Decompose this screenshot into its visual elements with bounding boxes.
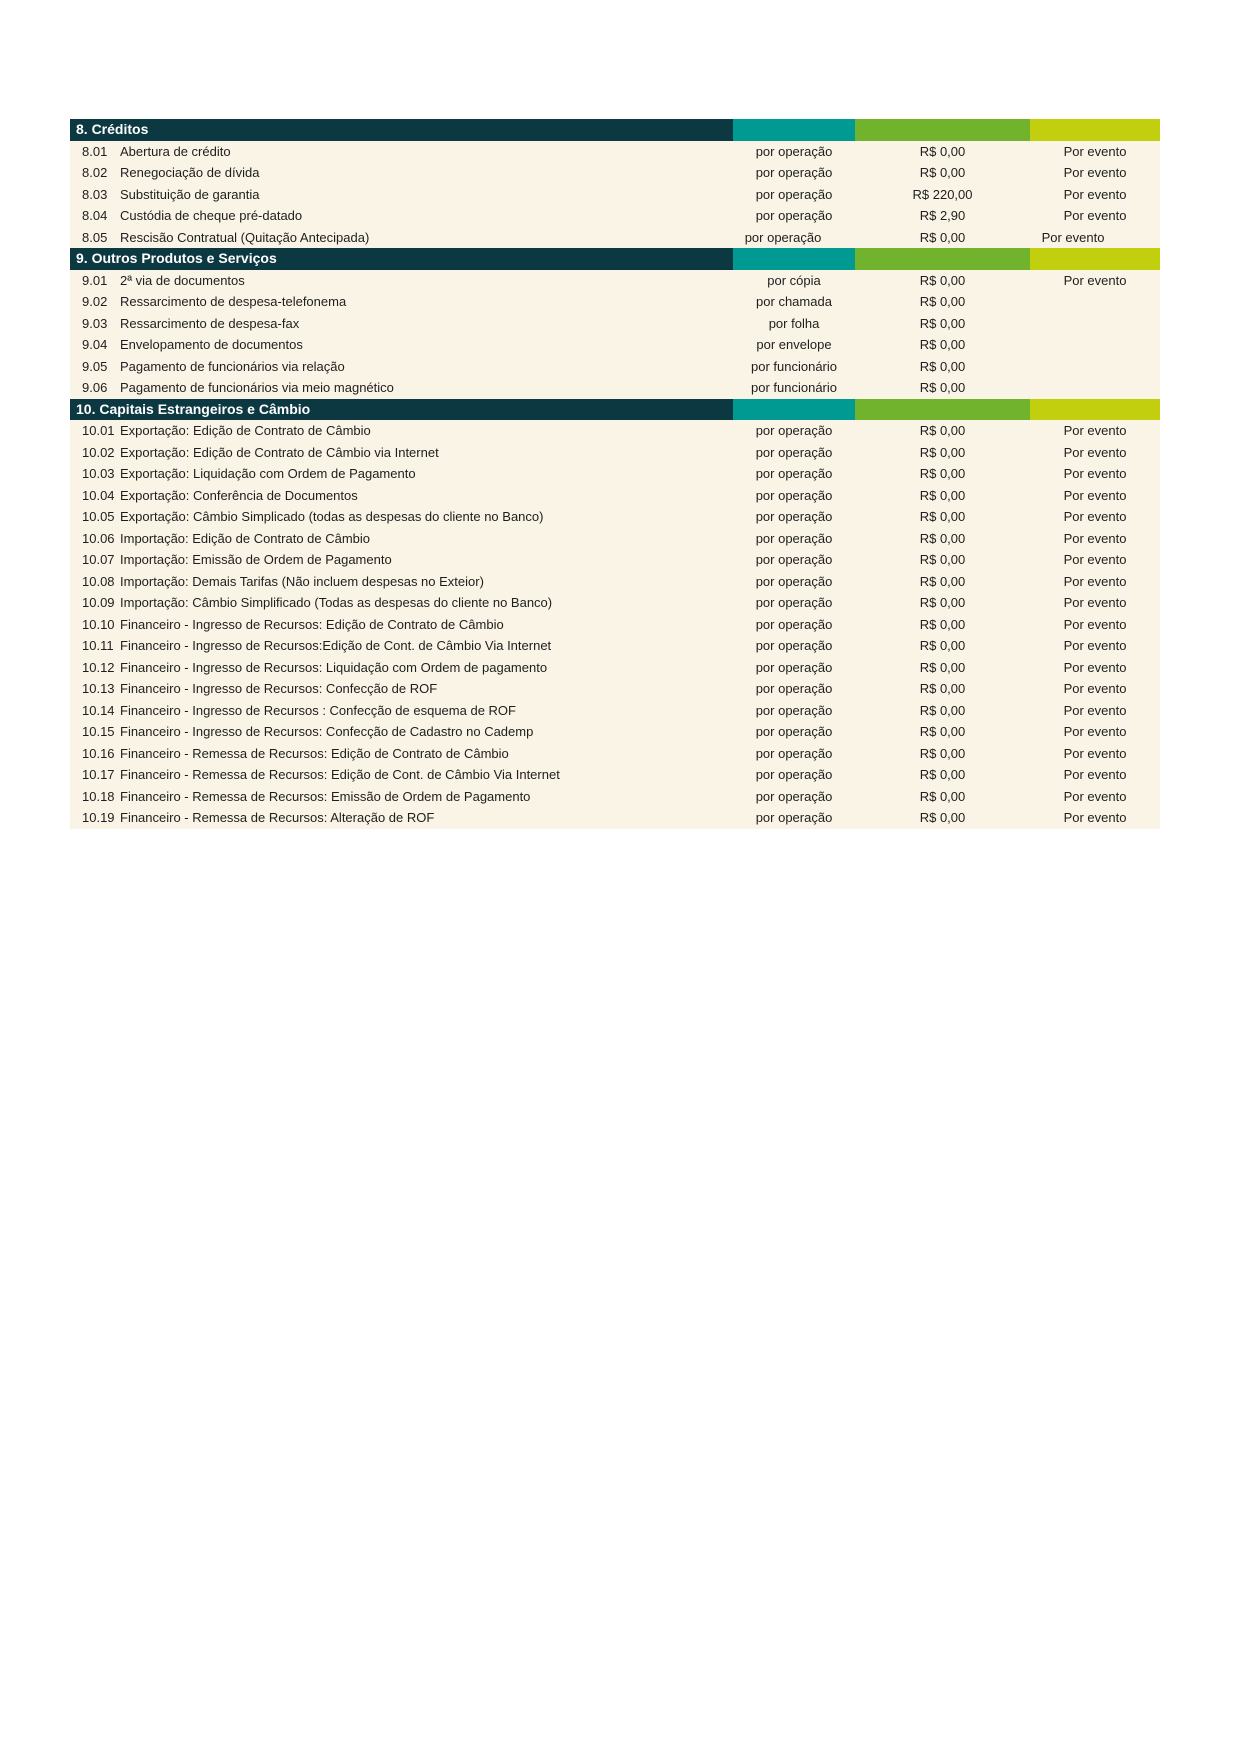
row-description: Financeiro - Remessa de Recursos: Emissão de Ordem de Pagamento [120,788,531,804]
row-unit: por operação [755,745,833,761]
row-item-number: 10.02 [82,444,115,460]
row-value: R$ 0,00 [919,745,966,761]
row-event [1030,334,1160,356]
row-value: R$ 0,00 [919,810,966,825]
row-unit: por operação [755,659,833,675]
row-value: R$ 0,00 [919,165,966,180]
unit-column-band [733,399,855,421]
row-description: Ressarcimento de despesa-telefonema [120,294,347,309]
row-unit: por operação [755,724,833,739]
row-unit: por operação [755,509,833,524]
row-item-number: 9.01 [82,272,108,288]
row-description: Importação: Emissão de Ordem de Pagamento [120,552,392,567]
row-event: Por evento [1063,702,1127,718]
row-event: Por evento [1063,638,1127,653]
section-title: 9. Outros Produtos e Serviços [70,248,733,270]
row-item-number: 10.09 [82,595,115,610]
row-description: 2ª via de documentos [120,272,245,288]
row-value: R$ 2,90 [919,208,966,223]
row-description: Substituição de garantia [120,186,260,202]
row-item-number: 10.06 [82,530,115,546]
row-value: R$ 0,00 [919,380,966,395]
row-item-number: 9.05 [82,358,108,374]
table-row [70,657,1160,679]
row-value: R$ 0,00 [919,143,966,159]
row-description: Exportação: Edição de Contrato de Câmbio [120,423,371,438]
row-event: Por evento [1063,186,1127,202]
row-unit: por operação [755,638,833,653]
row-event: Por evento [1063,616,1127,632]
row-item-number: 10.17 [82,767,115,782]
table-row [70,184,1160,206]
row-description: Financeiro - Ingresso de Recursos: Liquidação com Ordem de pagamento [120,659,548,675]
row-event [1030,356,1160,378]
row-value: R$ 0,00 [919,466,966,481]
row-unit: por chamada [756,294,832,309]
row-item-number: 8.01 [82,143,108,159]
table-row [70,764,1160,786]
row-description: Envelopamento de documentos [120,337,303,352]
row-item-number: 10.04 [82,487,115,503]
table-row [70,141,1160,163]
row-item-number: 10.10 [82,616,115,632]
row-description: Custódia de cheque pré-datado [120,208,303,223]
row-description: Financeiro - Ingresso de Recursos : Confecção de esquema de ROF [120,702,516,718]
row-item-number: 9.03 [82,315,108,331]
row-unit: por operação [755,810,833,825]
value-column-band [855,119,1030,141]
row-description: Financeiro - Ingresso de Recursos: Confecção de Cadastro no Cademp [120,724,534,739]
table-row [70,205,1160,227]
section-title: 8. Créditos [70,119,733,141]
table-row [70,721,1160,743]
row-item-number: 10.07 [82,552,115,567]
table-row [70,291,1160,313]
row-unit: por cópia [767,272,821,288]
row-value: R$ 0,00 [919,530,966,546]
row-item-number: 10.01 [82,423,115,438]
row-item-number: 10.13 [82,681,115,696]
table-row [70,678,1160,700]
row-event: Por evento [1063,595,1127,610]
row-unit: por operação [755,466,833,481]
table-row [70,786,1160,808]
table-row [70,356,1160,378]
row-description: Financeiro - Remessa de Recursos: Edição de Contrato de Câmbio [120,745,509,761]
row-event: Por evento [1063,767,1127,782]
row-description: Renegociação de dívida [120,165,260,180]
section-header [70,119,1160,141]
row-item-number: 10.12 [82,659,115,675]
row-value: R$ 0,00 [919,315,966,331]
row-event: Por evento [1063,208,1127,223]
row-unit: por operação [755,702,833,718]
row-value: R$ 0,00 [919,423,966,438]
section-title: 10. Capitais Estrangeiros e Câmbio [70,399,733,421]
row-value: R$ 0,00 [919,337,966,352]
row-event: Por evento [1063,272,1127,288]
row-description: Pagamento de funcionários via meio magnético [120,380,394,395]
row-event: Por evento [1063,788,1127,804]
row-event: Por evento [1063,487,1127,503]
table-row [70,463,1160,485]
row-unit: por envelope [756,337,832,352]
row-item-number: 10.16 [82,745,115,761]
row-item-number: 10.14 [82,702,115,718]
row-item-number: 10.11 [82,638,114,653]
row-event: Por evento [1063,165,1127,180]
row-item-number: 10.18 [82,788,115,804]
table-row [70,485,1160,507]
table-row [70,571,1160,593]
row-item-number: 10.05 [82,509,115,524]
table-row [70,270,1160,292]
row-description: Exportação: Câmbio Simplicado (todas as despesas do cliente no Banco) [120,509,544,524]
table-row [70,592,1160,614]
row-unit: por operação [755,552,833,567]
row-item-number: 9.02 [82,294,108,309]
row-value: R$ 0,00 [919,487,966,503]
unit-column-band [733,119,855,141]
row-event [1030,291,1160,313]
row-value: R$ 220,00 [912,186,973,202]
row-description: Importação: Câmbio Simplificado (Todas as despesas do cliente no Banco) [120,595,553,610]
row-value: R$ 0,00 [919,659,966,675]
row-value: R$ 0,00 [919,767,966,782]
table-row [70,635,1160,657]
value-column-band [855,248,1030,270]
row-event: Por evento [1063,509,1127,524]
row-unit: por operação [755,165,833,180]
row-event: Por evento [1063,423,1127,438]
row-unit: por operação [755,487,833,503]
table-row [70,743,1160,765]
row-unit: por operação [755,186,833,202]
row-description: Financeiro - Ingresso de Recursos: Edição de Contrato de Câmbio [120,616,504,632]
row-description: Exportação: Conferência de Documentos [120,487,358,503]
row-unit: por operação [755,444,833,460]
unit-column-band [733,248,855,270]
row-description: Financeiro - Remessa de Recursos: Edição de Cont. de Câmbio Via Internet [120,767,560,782]
row-unit: por operação [755,788,833,804]
row-value: R$ 0,00 [919,724,966,739]
row-item-number: 8.04 [82,208,108,223]
row-event: Por evento [1063,659,1127,675]
row-event: Por evento [1063,444,1127,460]
event-column-band [1030,119,1160,141]
table-row [70,227,1160,249]
table-row [70,377,1160,399]
table-row [70,549,1160,571]
row-event: Por evento [1063,681,1127,696]
table-row [70,528,1160,550]
section-header [70,248,1160,270]
table-row [70,807,1160,829]
row-unit: por operação [755,530,833,546]
row-description: Abertura de crédito [120,143,231,159]
row-description: Pagamento de funcionários via relação [120,358,345,374]
row-unit: por operação [755,616,833,632]
row-value: R$ 0,00 [919,702,966,718]
row-event: Por evento [1063,552,1127,567]
row-description: Ressarcimento de despesa-fax [120,315,300,331]
row-item-number: 9.06 [82,380,108,395]
table-row [70,506,1160,528]
row-event: Por evento [1063,810,1127,825]
row-value: R$ 0,00 [919,272,966,288]
row-value: R$ 0,00 [919,616,966,632]
event-column-band [1030,248,1160,270]
row-item-number: 10.08 [82,573,115,589]
row-description: Financeiro - Ingresso de Recursos: Confecção de ROF [120,681,438,696]
row-description: Exportação: Edição de Contrato de Câmbio via Internet [120,444,439,460]
row-event: Por evento [1063,724,1127,739]
row-item-number: 8.03 [82,186,108,202]
row-value: R$ 0,00 [919,229,966,245]
row-description: Financeiro - Remessa de Recursos: Alteração de ROF [120,810,435,825]
row-unit: por operação [755,423,833,438]
row-value: R$ 0,00 [919,788,966,804]
table-row [70,334,1160,356]
event-column-band [1030,399,1160,421]
row-value: R$ 0,00 [919,681,966,696]
row-event: Por evento [1063,745,1127,761]
table-row [70,420,1160,442]
row-description: Rescisão Contratual (Quitação Antecipada) [120,229,370,245]
row-item-number: 10.19 [82,810,115,825]
row-event: Por evento [1063,530,1127,546]
row-value: R$ 0,00 [919,294,966,309]
row-unit: por operação [755,681,833,696]
row-unit: por funcionário [751,380,837,395]
row-description: Importação: Demais Tarifas (Não incluem despesas no Exteior) [120,573,484,589]
row-value: R$ 0,00 [919,358,966,374]
row-event [1030,377,1160,399]
row-item-number: 9.04 [82,337,108,352]
row-description: Exportação: Liquidação com Ordem de Pagamento [120,466,416,481]
row-event [1030,313,1160,335]
row-description: Financeiro - Ingresso de Recursos:Edição de Cont. de Câmbio Via Internet [120,638,552,653]
row-value: R$ 0,00 [919,573,966,589]
row-unit: por operação [755,767,833,782]
table-row [70,700,1160,722]
row-value: R$ 0,00 [919,638,966,653]
row-item-number: 8.02 [82,165,108,180]
table-row [70,313,1160,335]
row-event: Por evento [1041,229,1105,245]
row-unit: por operação [755,595,833,610]
row-unit: por operação [755,208,833,223]
row-value: R$ 0,00 [919,444,966,460]
section-header [70,399,1160,421]
row-event: Por evento [1063,143,1127,159]
row-value: R$ 0,00 [919,552,966,567]
row-event: Por evento [1063,466,1127,481]
row-item-number: 8.05 [82,229,108,245]
row-unit: por operação [744,229,822,245]
row-item-number: 10.15 [82,724,115,739]
table-row [70,442,1160,464]
value-column-band [855,399,1030,421]
row-value: R$ 0,00 [919,509,966,524]
row-item-number: 10.03 [82,466,115,481]
row-unit: por folha [768,315,820,331]
table-row [70,614,1160,636]
row-description: Importação: Edição de Contrato de Câmbio [120,530,371,546]
row-value: R$ 0,00 [919,595,966,610]
fee-table [70,119,1160,829]
row-unit: por operação [755,143,833,159]
table-row [70,162,1160,184]
row-unit: por operação [755,573,833,589]
row-event: Por evento [1063,573,1127,589]
row-unit: por funcionário [751,358,837,374]
